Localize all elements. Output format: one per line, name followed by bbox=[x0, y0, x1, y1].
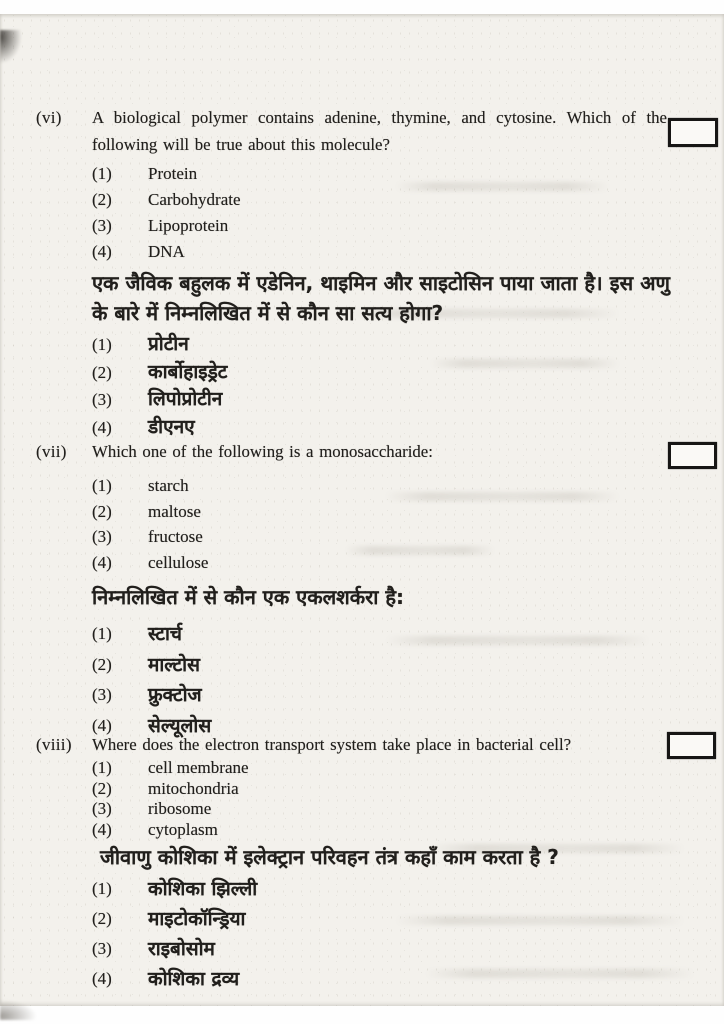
option-label: Lipoprotein bbox=[148, 216, 229, 235]
option-row bbox=[92, 550, 724, 576]
option-row bbox=[92, 524, 724, 550]
option-label: DNA bbox=[148, 242, 185, 261]
option-label: maltose bbox=[148, 501, 201, 521]
question-text-english: Where does the electron transport system take place in bacterial cell? bbox=[92, 735, 572, 754]
option-label: प्रोटीन bbox=[148, 333, 189, 355]
option-number: (2) bbox=[92, 501, 112, 521]
option-row bbox=[92, 934, 724, 964]
answer-box-viii[interactable] bbox=[667, 732, 716, 759]
option-label: कार्बोहाइड्रेट bbox=[148, 360, 228, 383]
option-number: (4) bbox=[92, 715, 112, 735]
question-header bbox=[0, 731, 724, 758]
question-header bbox=[0, 438, 724, 465]
option-label: कोशिका द्रव्य bbox=[148, 968, 240, 990]
option-number: (3) bbox=[92, 685, 112, 704]
option-row bbox=[92, 239, 724, 265]
option-row bbox=[92, 499, 724, 525]
option-number: (2) bbox=[92, 362, 112, 382]
option-label: cytoplasm bbox=[148, 819, 218, 839]
option-label: Carbohydrate bbox=[148, 190, 241, 209]
option-number: (3) bbox=[92, 527, 112, 546]
option-label: cell membrane bbox=[148, 758, 249, 777]
option-row bbox=[92, 874, 724, 904]
option-number: (4) bbox=[92, 552, 112, 572]
option-label: लिपोप्रोटीन bbox=[148, 388, 223, 410]
answer-box-vi[interactable] bbox=[668, 118, 718, 147]
question-viii bbox=[0, 731, 724, 994]
scan-smudge-bottom-left bbox=[0, 1000, 36, 1020]
options-hindi bbox=[92, 874, 724, 994]
scan-smudge-top-left bbox=[0, 30, 22, 64]
option-label: माइटोकॉन्ड्रिया bbox=[148, 908, 246, 930]
option-number: (1) bbox=[92, 758, 112, 777]
question-text-english: Which one of the following is a monosaccharide: bbox=[92, 442, 433, 461]
option-row bbox=[92, 473, 724, 499]
option-label: फ्रुक्टोज bbox=[148, 684, 202, 706]
option-row bbox=[92, 619, 724, 650]
option-row bbox=[92, 161, 724, 187]
option-number: (1) bbox=[92, 335, 112, 354]
option-number: (2) bbox=[92, 909, 112, 928]
option-number: (2) bbox=[92, 654, 112, 674]
option-number: (4) bbox=[92, 969, 112, 988]
question-text-hindi: एक जैविक बहुलक में एडेनिन, थाइमिन और साइटोसिन पाया जाता है। इस अणु के बारे में निम्नलिखित में से कौन सा सत्य होगा? bbox=[92, 271, 670, 325]
question-text-english: A biological polymer contains adenine, thymine, and cytosine. Which of the following will be true about this molecule? bbox=[92, 108, 667, 154]
option-row bbox=[92, 331, 724, 359]
option-number: (2) bbox=[92, 778, 112, 798]
option-label: माल्टोस bbox=[148, 653, 200, 676]
option-row bbox=[92, 359, 724, 387]
option-label: mitochondria bbox=[148, 778, 239, 798]
question-vi bbox=[0, 104, 724, 441]
question-header bbox=[0, 104, 724, 158]
option-label: स्टार्च bbox=[148, 623, 182, 645]
options-english bbox=[92, 161, 724, 265]
option-row bbox=[92, 904, 724, 934]
option-label: राइबोसोम bbox=[148, 938, 215, 960]
option-row bbox=[92, 213, 724, 239]
question-number: (vii) bbox=[36, 442, 67, 461]
option-label: कोशिका झिल्ली bbox=[148, 878, 258, 900]
question-number: (vi) bbox=[36, 108, 62, 127]
option-row bbox=[92, 414, 724, 442]
option-label: cellulose bbox=[148, 552, 209, 572]
option-label: डीएनए bbox=[148, 415, 195, 438]
option-number: (4) bbox=[92, 242, 112, 261]
option-number: (4) bbox=[92, 819, 112, 839]
option-row bbox=[92, 680, 724, 711]
option-row bbox=[92, 758, 724, 779]
option-number: (1) bbox=[92, 164, 112, 183]
option-number: (1) bbox=[92, 624, 112, 643]
options-hindi bbox=[92, 619, 724, 741]
question-text-hindi: निम्नलिखित में से कौन एक एकलशर्करा है: bbox=[92, 585, 405, 609]
option-label: ribosome bbox=[148, 799, 212, 818]
options-english bbox=[92, 473, 724, 575]
option-row bbox=[92, 650, 724, 681]
option-label: सेल्यूलोस bbox=[148, 714, 212, 737]
option-number: (3) bbox=[92, 799, 112, 818]
option-number: (1) bbox=[92, 879, 112, 898]
option-row bbox=[92, 820, 724, 841]
option-row bbox=[92, 187, 724, 213]
option-label: fructose bbox=[148, 527, 203, 546]
question-number: (viii) bbox=[36, 735, 72, 754]
option-row bbox=[92, 799, 724, 820]
question-text-hindi: जीवाणु कोशिका में इलेक्ट्रान परिवहन तंत्र कहाँ काम करता है ? bbox=[100, 845, 559, 869]
option-row bbox=[92, 779, 724, 800]
question-vii bbox=[0, 438, 724, 741]
answer-box-vii[interactable] bbox=[668, 442, 717, 469]
options-english bbox=[92, 758, 724, 840]
option-number: (4) bbox=[92, 417, 112, 437]
option-row bbox=[92, 386, 724, 414]
options-hindi bbox=[92, 331, 724, 441]
option-number: (3) bbox=[92, 216, 112, 235]
option-label: Protein bbox=[148, 164, 198, 183]
option-number: (1) bbox=[92, 476, 112, 495]
option-number: (3) bbox=[92, 390, 112, 409]
option-row bbox=[92, 964, 724, 994]
option-number: (3) bbox=[92, 939, 112, 958]
option-label: starch bbox=[148, 476, 189, 495]
option-number: (2) bbox=[92, 190, 112, 209]
